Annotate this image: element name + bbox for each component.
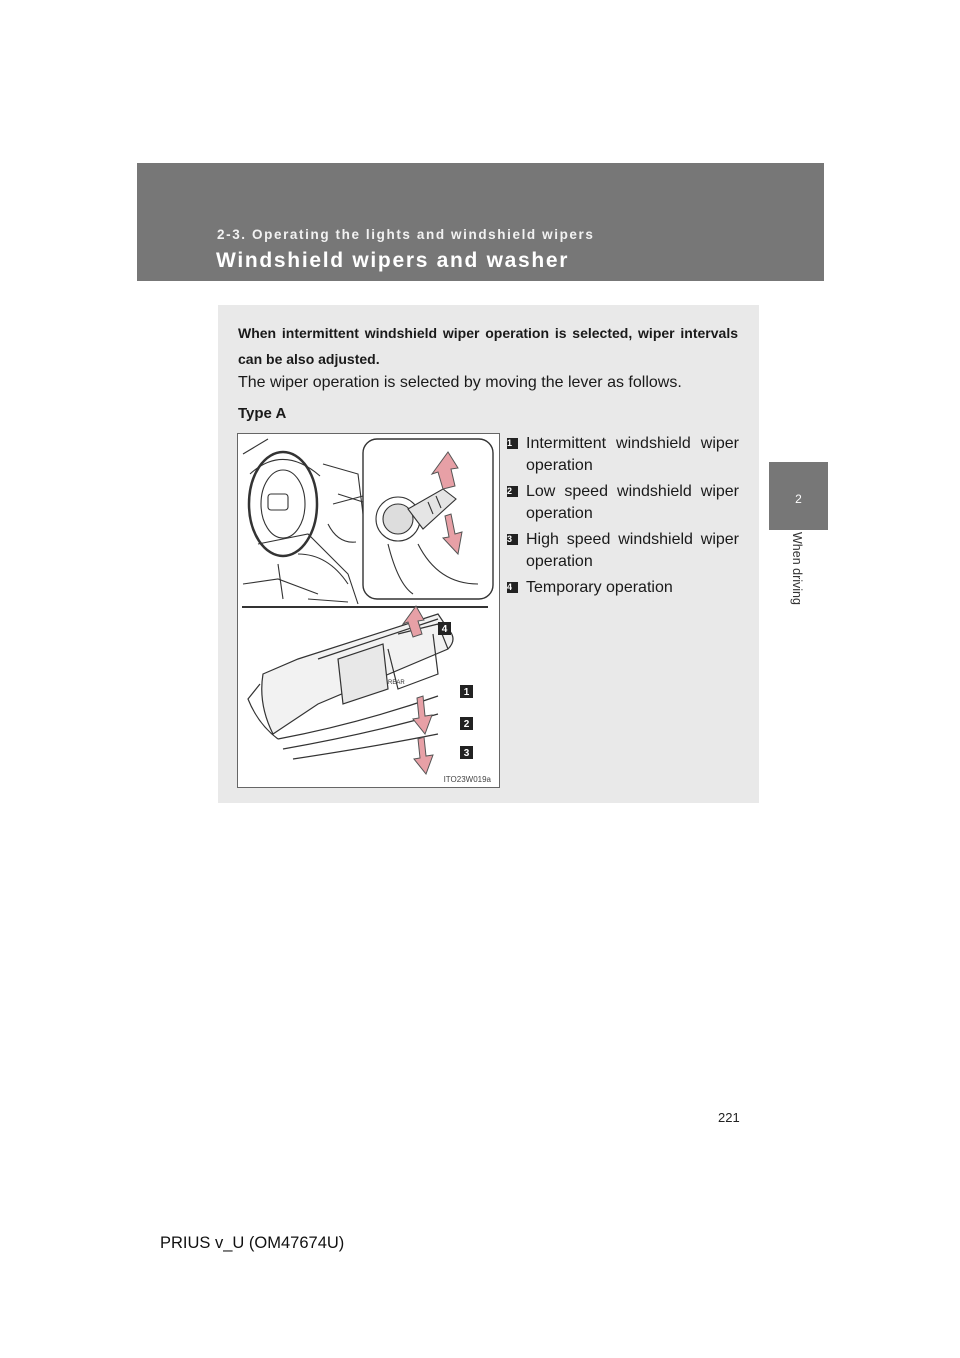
- rear-label: REAR: [388, 680, 405, 686]
- footer-model: PRIUS v_U (OM47674U): [160, 1234, 345, 1252]
- chapter-label: When driving: [790, 532, 804, 605]
- fig-badge-4-text: 4: [441, 624, 448, 635]
- fig-badge-2-text: 2: [463, 719, 470, 730]
- type-label: Type A: [238, 405, 287, 422]
- intro-text: When intermittent windshield wiper operation is selected, wiper intervals can be also adjusted.: [238, 325, 738, 367]
- wiper-lever-illustration: [237, 433, 500, 788]
- fig-badge-1-text: 1: [463, 687, 470, 698]
- callout-text-1: Intermittent windshield wiper operation: [526, 435, 739, 474]
- callout-item-4: [507, 577, 739, 599]
- page-number: 221: [718, 1110, 740, 1125]
- page-title: Windshield wipers and washer: [216, 249, 570, 272]
- callout-badge-4: 4: [507, 582, 518, 593]
- figure-code: ITO23W019a: [443, 775, 491, 784]
- dashboard-drawing: [243, 439, 363, 604]
- callout-item-2: [507, 481, 739, 525]
- chapter-tab-number: 2: [795, 492, 802, 506]
- arrow-3: [414, 737, 433, 774]
- callout-text-4: Temporary operation: [526, 579, 673, 596]
- callout-text-3: High speed windshield wiper operation: [526, 531, 739, 570]
- section-label: 2-3. Operating the lights and windshield wipers: [217, 227, 595, 242]
- chapter-tab[interactable]: [769, 462, 828, 530]
- arrow-1: [413, 696, 432, 734]
- callout-item-1: [507, 433, 739, 477]
- callout-badge-3: 3: [507, 534, 518, 545]
- instruction-text: The wiper operation is selected by moving the lever as follows.: [238, 374, 682, 391]
- illustration-svg: [238, 434, 499, 787]
- callout-text-2: Low speed windshield wiper operation: [526, 483, 739, 522]
- fig-badge-3-text: 3: [463, 748, 470, 759]
- callout-badge-2: 2: [507, 486, 518, 497]
- callout-item-3: [507, 529, 739, 573]
- callout-badge-1: 1: [507, 438, 518, 449]
- callout-list: [507, 433, 739, 603]
